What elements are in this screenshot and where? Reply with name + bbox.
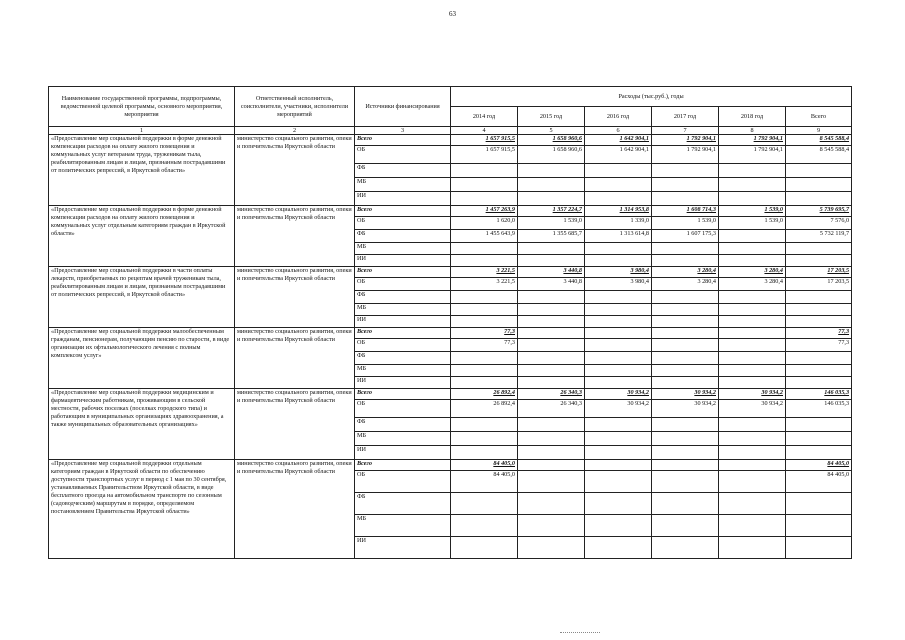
amount-cell: [719, 192, 786, 206]
amount-cell: [451, 304, 518, 316]
funding-source: Всего: [355, 460, 451, 471]
total-amount-cell: 1 314 953,8: [585, 206, 652, 217]
funding-source: ОБ: [355, 339, 451, 352]
amount-cell: [652, 178, 719, 192]
total-amount-cell: 1 792 904,1: [652, 135, 719, 146]
funding-source: МБ: [355, 304, 451, 316]
total-amount-cell: [652, 460, 719, 471]
table-row: [49, 267, 852, 278]
funding-source: ОБ: [355, 146, 451, 164]
total-amount-cell: 5 739 695,7: [786, 206, 852, 217]
amount-cell: [652, 255, 719, 267]
amount-cell: [585, 164, 652, 178]
amount-cell: [786, 432, 852, 446]
header-source: Источники финансирования: [355, 87, 451, 127]
amount-cell: [719, 230, 786, 243]
budget-table: [48, 86, 852, 559]
funding-source: ИИ: [355, 377, 451, 389]
amount-cell: [719, 291, 786, 304]
amount-cell: [518, 304, 585, 316]
table-row: [49, 389, 852, 400]
amount-cell: 1 607 175,3: [652, 230, 719, 243]
amount-cell: [585, 432, 652, 446]
amount-cell: [652, 365, 719, 377]
amount-cell: [451, 365, 518, 377]
amount-cell: [585, 446, 652, 460]
funding-source: ИИ: [355, 446, 451, 460]
amount-cell: [518, 178, 585, 192]
amount-cell: [585, 365, 652, 377]
funding-source: МБ: [355, 365, 451, 377]
funding-source: ОБ: [355, 471, 451, 493]
amount-cell: [719, 178, 786, 192]
amount-cell: 1 313 614,8: [585, 230, 652, 243]
amount-cell: [786, 418, 852, 432]
amount-cell: 1 539,0: [652, 217, 719, 230]
amount-cell: [652, 418, 719, 432]
amount-cell: 77,3: [451, 339, 518, 352]
amount-cell: [719, 446, 786, 460]
header-program: Наименование государственной программы, подпрограммы, ведомственной целевой программы, основного мероприятия, мероприятия: [49, 87, 235, 127]
program-description: «Предоставление мер социальной поддержки в части оплаты лекарств, приобретаемых по рецептам врачей труженикам тыла, реабилитированным лицам и лицам, признанным пострадавшими от политических репрессий, в Иркутской области»: [49, 267, 235, 328]
amount-cell: [719, 418, 786, 432]
total-amount-cell: 1 357 224,7: [518, 206, 585, 217]
total-amount-cell: 1 539,0: [719, 206, 786, 217]
amount-cell: [719, 515, 786, 537]
amount-cell: [786, 255, 852, 267]
funding-source: МБ: [355, 515, 451, 537]
amount-cell: [786, 446, 852, 460]
amount-cell: [719, 339, 786, 352]
amount-cell: [585, 339, 652, 352]
column-index: 3: [355, 127, 451, 135]
amount-cell: [652, 304, 719, 316]
amount-cell: [518, 255, 585, 267]
amount-cell: 1 539,0: [518, 217, 585, 230]
program-description: «Предоставление мер социальной поддержки в форме денежной компенсации расходов на оплату жилого помещения и коммунальных услуг отдельным категориям граждан в Иркутской области»: [49, 206, 235, 267]
amount-cell: [451, 432, 518, 446]
amount-cell: [518, 164, 585, 178]
amount-cell: 1 539,0: [719, 217, 786, 230]
total-amount-cell: 84 405,0: [786, 460, 852, 471]
total-amount-cell: 77,3: [786, 328, 852, 339]
amount-cell: [719, 243, 786, 255]
funding-source: Всего: [355, 267, 451, 278]
amount-cell: 5 732 119,7: [786, 230, 852, 243]
amount-cell: [719, 537, 786, 559]
amount-cell: [518, 352, 585, 365]
amount-cell: [585, 243, 652, 255]
funding-source: ИИ: [355, 316, 451, 328]
program-description: «Предоставление мер социальной поддержки в форме денежной компенсации расходов на оплату жилого помещения и коммунальных услуг ветеранам труда, труженикам тыла, реабилитированным лицам и лицам, признанным пострадавшими от политических репрессий, в Иркутской области»: [49, 135, 235, 206]
header-year: 2015 год: [518, 107, 585, 127]
program-executor: министерство социального развития, опеки и попечительства Иркутской области: [235, 328, 355, 389]
header-year: 2016 год: [585, 107, 652, 127]
total-amount-cell: 30 934,2: [585, 389, 652, 400]
amount-cell: [652, 515, 719, 537]
column-index: 1: [49, 127, 235, 135]
funding-source: ОБ: [355, 217, 451, 230]
amount-cell: [451, 178, 518, 192]
amount-cell: [451, 352, 518, 365]
total-amount-cell: 1 642 904,1: [585, 135, 652, 146]
total-amount-cell: 1 608 714,3: [652, 206, 719, 217]
amount-cell: 30 934,2: [652, 400, 719, 418]
amount-cell: 1 792 904,1: [719, 146, 786, 164]
header-expenses: Расходы (тыс.руб.), годы: [451, 87, 852, 107]
column-index: 7: [652, 127, 719, 135]
header-year: 2018 год: [719, 107, 786, 127]
amount-cell: 1 620,0: [451, 217, 518, 230]
amount-cell: [585, 291, 652, 304]
total-amount-cell: 3 980,4: [585, 267, 652, 278]
amount-cell: [451, 192, 518, 206]
header-year: 2017 год: [652, 107, 719, 127]
total-amount-cell: 77,3: [451, 328, 518, 339]
funding-source: МБ: [355, 243, 451, 255]
amount-cell: [518, 537, 585, 559]
amount-cell: [518, 316, 585, 328]
funding-source: ФБ: [355, 291, 451, 304]
funding-source: ФБ: [355, 352, 451, 365]
amount-cell: [786, 316, 852, 328]
amount-cell: 17 203,5: [786, 278, 852, 291]
amount-cell: [451, 255, 518, 267]
total-amount-cell: 3 221,5: [451, 267, 518, 278]
program-description: «Предоставление мер социальной поддержки малообеспеченным гражданам, пенсионерам, получающим пенсию по старости, в виде организации их офтальмологического лечения с полным комплексом услуг»: [49, 328, 235, 389]
amount-cell: [786, 493, 852, 515]
amount-cell: [518, 432, 585, 446]
total-amount-cell: 1 457 263,9: [451, 206, 518, 217]
program-executor: министерство социального развития, опеки и попечительства Иркутской области: [235, 135, 355, 206]
total-amount-cell: [585, 328, 652, 339]
total-amount-cell: 17 203,5: [786, 267, 852, 278]
amount-cell: [451, 537, 518, 559]
amount-cell: 26 892,4: [451, 400, 518, 418]
amount-cell: [786, 352, 852, 365]
amount-cell: [719, 164, 786, 178]
amount-cell: [585, 352, 652, 365]
amount-cell: [719, 432, 786, 446]
total-amount-cell: [719, 460, 786, 471]
amount-cell: [451, 377, 518, 389]
amount-cell: 30 934,2: [719, 400, 786, 418]
amount-cell: [451, 164, 518, 178]
table-row: [49, 135, 852, 146]
scan-mark: [560, 632, 600, 637]
amount-cell: 1 339,0: [585, 217, 652, 230]
amount-cell: [652, 164, 719, 178]
total-amount-cell: [585, 460, 652, 471]
amount-cell: [719, 255, 786, 267]
page-number: 63: [449, 10, 456, 18]
amount-cell: [518, 339, 585, 352]
amount-cell: [451, 493, 518, 515]
amount-cell: [518, 243, 585, 255]
amount-cell: [451, 243, 518, 255]
amount-cell: 84 405,0: [786, 471, 852, 493]
funding-source: МБ: [355, 432, 451, 446]
amount-cell: [451, 418, 518, 432]
amount-cell: [719, 365, 786, 377]
amount-cell: [652, 316, 719, 328]
funding-source: ИИ: [355, 255, 451, 267]
funding-source: Всего: [355, 328, 451, 339]
amount-cell: [518, 192, 585, 206]
amount-cell: [719, 377, 786, 389]
total-amount-cell: 26 892,4: [451, 389, 518, 400]
amount-cell: [585, 493, 652, 515]
total-amount-cell: 3 440,8: [518, 267, 585, 278]
amount-cell: [652, 192, 719, 206]
amount-cell: [652, 339, 719, 352]
amount-cell: 3 280,4: [719, 278, 786, 291]
column-index: 9: [786, 127, 852, 135]
amount-cell: [518, 291, 585, 304]
header-total: Всего: [786, 107, 852, 127]
amount-cell: [719, 304, 786, 316]
funding-source: Всего: [355, 206, 451, 217]
column-index: 2: [235, 127, 355, 135]
amount-cell: [652, 537, 719, 559]
amount-cell: [518, 515, 585, 537]
amount-cell: [518, 365, 585, 377]
amount-cell: [652, 446, 719, 460]
funding-source: ОБ: [355, 278, 451, 291]
amount-cell: [719, 471, 786, 493]
column-index: 5: [518, 127, 585, 135]
amount-cell: 1 657 915,5: [451, 146, 518, 164]
amount-cell: 7 576,0: [786, 217, 852, 230]
column-index: 6: [585, 127, 652, 135]
amount-cell: [652, 432, 719, 446]
amount-cell: [451, 316, 518, 328]
program-description: «Предоставление мер социальной поддержки отдельным категориям граждан в Иркутской области по обеспечению доступности транспортных услуг в период с 1 мая по 30 сентября, устанавливаемых Правительством Иркутской области, в виде бесплатного проезда на автомобильном транспорте по сезонным (садоводческим) маршрутам в порядке, определяемом постановлением Правительства Иркутской области»: [49, 460, 235, 559]
amount-cell: [585, 304, 652, 316]
amount-cell: [786, 304, 852, 316]
amount-cell: [786, 537, 852, 559]
amount-cell: 146 035,3: [786, 400, 852, 418]
funding-source: ИИ: [355, 537, 451, 559]
amount-cell: 1 642 904,1: [585, 146, 652, 164]
amount-cell: [652, 291, 719, 304]
amount-cell: 8 545 588,4: [786, 146, 852, 164]
amount-cell: [786, 291, 852, 304]
total-amount-cell: 1 792 904,1: [719, 135, 786, 146]
funding-source: ОБ: [355, 400, 451, 418]
funding-source: ФБ: [355, 230, 451, 243]
total-amount-cell: [518, 328, 585, 339]
header-executor: Ответственный исполнитель, соисполнители, участники, исполнители мероприятий: [235, 87, 355, 127]
total-amount-cell: [518, 460, 585, 471]
amount-cell: [585, 471, 652, 493]
amount-cell: [451, 515, 518, 537]
amount-cell: [518, 418, 585, 432]
program-executor: министерство социального развития, опеки и попечительства Иркутской области: [235, 389, 355, 460]
funding-source: МБ: [355, 178, 451, 192]
amount-cell: [451, 291, 518, 304]
amount-cell: [652, 471, 719, 493]
amount-cell: 3 440,8: [518, 278, 585, 291]
total-amount-cell: 3 280,4: [719, 267, 786, 278]
amount-cell: [451, 446, 518, 460]
amount-cell: [585, 418, 652, 432]
amount-cell: [585, 377, 652, 389]
header-year: 2014 год: [451, 107, 518, 127]
funding-source: Всего: [355, 135, 451, 146]
amount-cell: 26 340,3: [518, 400, 585, 418]
amount-cell: [786, 178, 852, 192]
amount-cell: [652, 493, 719, 515]
amount-cell: [786, 192, 852, 206]
table-row: [49, 328, 852, 339]
amount-cell: [719, 352, 786, 365]
amount-cell: [719, 316, 786, 328]
program-description: «Предоставление мер социальной поддержки медицинским и фармацевтическим работникам, проживающим в сельской местности, рабочих поселках (поселках городского типа) и работающим в муниципальных организациях здравоохранения, а также муниципальных образовательных организациях»: [49, 389, 235, 460]
total-amount-cell: [652, 328, 719, 339]
amount-cell: [585, 178, 652, 192]
total-amount-cell: 8 545 588,4: [786, 135, 852, 146]
amount-cell: [652, 377, 719, 389]
amount-cell: [518, 493, 585, 515]
amount-cell: [518, 446, 585, 460]
amount-cell: [518, 471, 585, 493]
funding-source: ФБ: [355, 493, 451, 515]
funding-source: ИИ: [355, 192, 451, 206]
funding-source: ФБ: [355, 164, 451, 178]
amount-cell: [518, 377, 585, 389]
total-amount-cell: 1 658 960,6: [518, 135, 585, 146]
amount-cell: 1 455 643,9: [451, 230, 518, 243]
funding-source: Всего: [355, 389, 451, 400]
amount-cell: 1 792 904,1: [652, 146, 719, 164]
amount-cell: [652, 352, 719, 365]
amount-cell: [585, 537, 652, 559]
table-row: [49, 206, 852, 217]
amount-cell: [786, 377, 852, 389]
amount-cell: [719, 493, 786, 515]
column-index: 8: [719, 127, 786, 135]
amount-cell: [585, 255, 652, 267]
amount-cell: [585, 192, 652, 206]
amount-cell: [585, 316, 652, 328]
total-amount-cell: 26 340,3: [518, 389, 585, 400]
amount-cell: 1 658 960,6: [518, 146, 585, 164]
table-row: [49, 460, 852, 471]
amount-cell: 30 934,2: [585, 400, 652, 418]
column-index: 4: [451, 127, 518, 135]
amount-cell: [786, 243, 852, 255]
amount-cell: [652, 243, 719, 255]
program-executor: министерство социального развития, опеки и попечительства Иркутской области: [235, 206, 355, 267]
total-amount-cell: 3 280,4: [652, 267, 719, 278]
total-amount-cell: 30 934,2: [719, 389, 786, 400]
total-amount-cell: 84 405,0: [451, 460, 518, 471]
amount-cell: [786, 515, 852, 537]
total-amount-cell: 146 035,3: [786, 389, 852, 400]
amount-cell: 3 280,4: [652, 278, 719, 291]
amount-cell: 84 405,0: [451, 471, 518, 493]
amount-cell: 3 980,4: [585, 278, 652, 291]
amount-cell: [585, 515, 652, 537]
total-amount-cell: 1 657 915,5: [451, 135, 518, 146]
amount-cell: 3 221,5: [451, 278, 518, 291]
amount-cell: 1 355 685,7: [518, 230, 585, 243]
amount-cell: [786, 164, 852, 178]
total-amount-cell: [719, 328, 786, 339]
program-executor: министерство социального развития, опеки и попечительства Иркутской области: [235, 267, 355, 328]
program-executor: министерство социального развития, опеки и попечительства Иркутской области: [235, 460, 355, 559]
amount-cell: 77,3: [786, 339, 852, 352]
total-amount-cell: 30 934,2: [652, 389, 719, 400]
amount-cell: [786, 365, 852, 377]
funding-source: ФБ: [355, 418, 451, 432]
